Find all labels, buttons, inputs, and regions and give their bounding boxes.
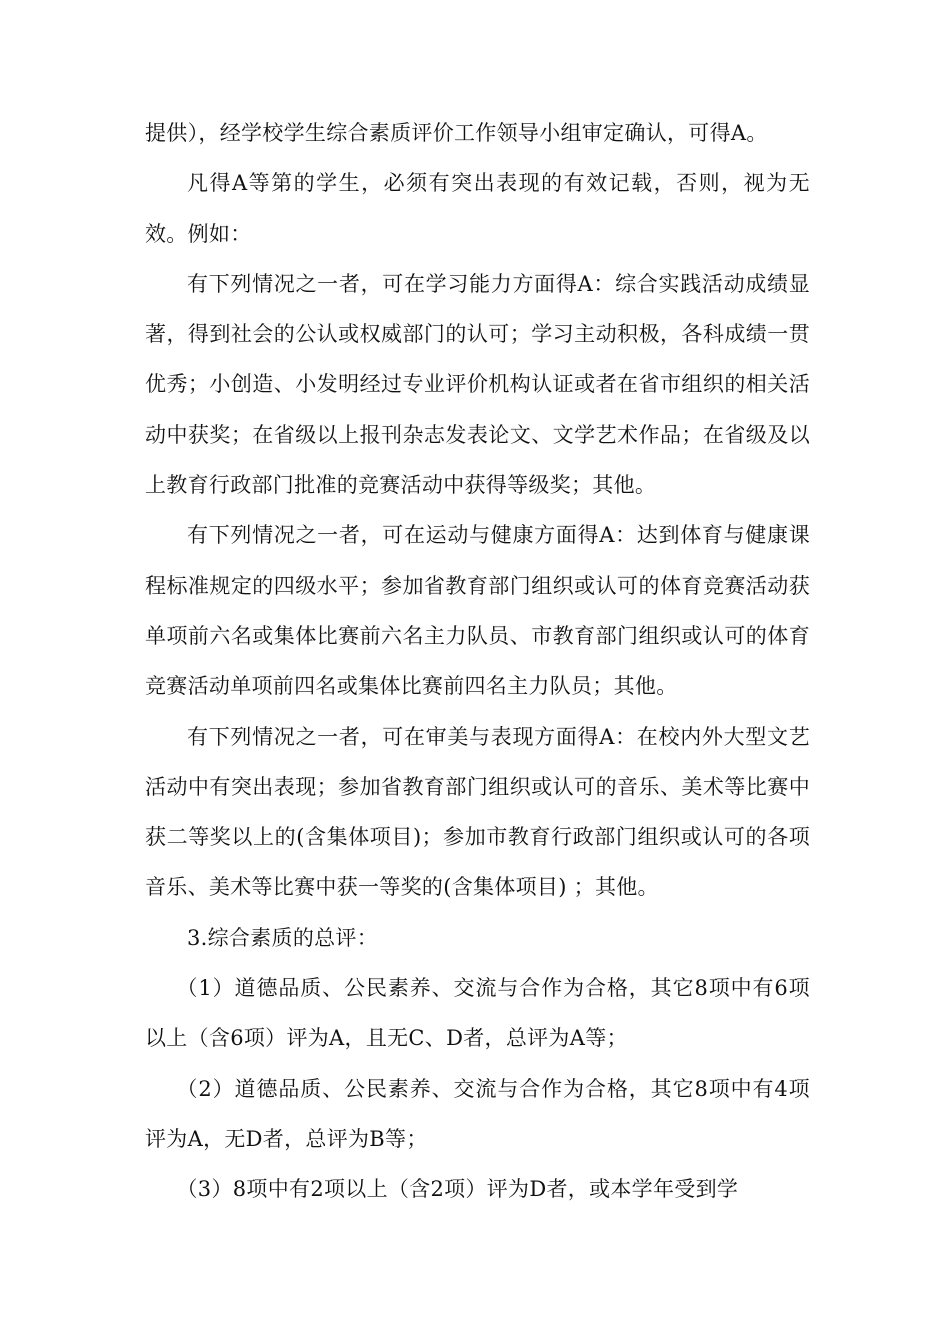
list-item-overall-d: （3）8项中有2项以上（含2项）评为D者，或本学年受到学 [176,1177,739,1202]
paragraph-grade-a-requirement: 凡得A等第的学生，必须有突出表现的有效记载，否则，视为无效。例如： [145,171,810,246]
paragraph-aesthetics: 有下列情况之一者，可在审美与表现方面得A：在校内外大型文艺活动中有突出表现；参加省教育部门组织或认可的音乐、美术等比赛中获二等奖以上的(含集体项目)；参加市教育行政部门组织或认可的各项音乐、美术等比赛中获一等奖的(含集体项目) ；其他。 [145,724,810,900]
list-item-overall-b: （2）道德品质、公民素养、交流与合作为合格，其它8项中有4项评为A，无D者，总评为B等； [145,1076,810,1151]
document-body [145,108,810,1215]
section-heading-overall-evaluation: 3.综合素质的总评： [187,925,379,950]
paragraph-continuation: 提供），经学校学生综合素质评价工作领导小组审定确认，可得A。 [145,121,768,145]
paragraph-sports-health: 有下列情况之一者，可在运动与健康方面得A：达到体育与健康课程标准规定的四级水平；参加省教育部门组织或认可的体育竞赛活动获单项前六名或集体比赛前六名主力队员、市教育部门组织或认可的体育竞赛活动单项前四名或集体比赛前四名主力队员；其他。 [145,523,810,699]
paragraph-learning-ability: 有下列情况之一者，可在学习能力方面得A：综合实践活动成绩显著，得到社会的公认或权威部门的认可；学习主动积极，各科成绩一贯优秀；小创造、小发明经过专业评价机构认证或者在省市组织的相关活动中获奖；在省级以上报刊杂志发表论文、文学艺术作品；在省级及以上教育行政部门批准的竞赛活动中获得等级奖；其他。 [145,271,810,498]
list-item-overall-a: （1）道德品质、公民素养、交流与合作为合格，其它8项中有6项以上（含6项）评为A，且无C、D者，总评为A等； [145,976,810,1051]
